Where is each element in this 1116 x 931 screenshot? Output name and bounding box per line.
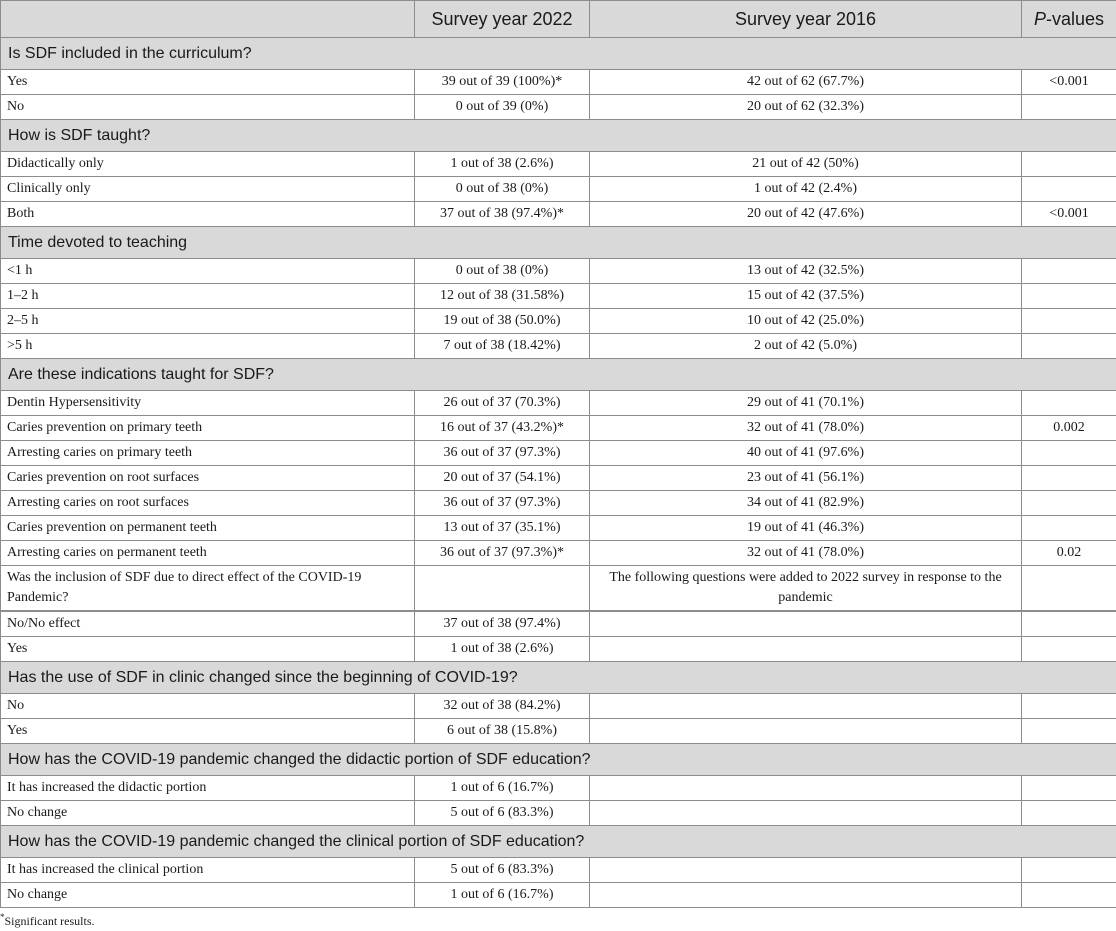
table-row [1, 391, 1116, 416]
row-label: Arresting caries on permanent teeth [1, 541, 415, 566]
row-label: Caries prevention on primary teeth [1, 416, 415, 441]
row-label: Clinically only [1, 177, 415, 202]
table-row [1, 441, 1116, 466]
cell-2022: 37 out of 38 (97.4%) [415, 611, 590, 637]
cell-p-value [1022, 441, 1116, 466]
section-title: Are these indications taught for SDF? [1, 359, 1116, 391]
cell-p-value [1022, 719, 1116, 744]
cell-2022 [415, 566, 590, 612]
cell-2022: 0 out of 38 (0%) [415, 177, 590, 202]
cell-2016 [590, 858, 1022, 883]
cell-2022: 16 out of 37 (43.2%)* [415, 416, 590, 441]
cell-p-value: <0.001 [1022, 202, 1116, 227]
cell-p-value [1022, 334, 1116, 359]
header-p-prefix: P [1033, 8, 1046, 29]
cell-2022: 0 out of 38 (0%) [415, 259, 590, 284]
cell-2022: 20 out of 37 (54.1%) [415, 466, 590, 491]
row-label: Arresting caries on root surfaces [1, 491, 415, 516]
cell-2016: 40 out of 41 (97.6%) [590, 441, 1022, 466]
table-row [1, 541, 1116, 566]
row-label: >5 h [1, 334, 415, 359]
cell-p-value [1022, 95, 1116, 120]
table-row [1, 611, 1116, 637]
section-row [1, 826, 1116, 858]
table-row [1, 202, 1116, 227]
cell-2016: 32 out of 41 (78.0%) [590, 416, 1022, 441]
cell-2016 [590, 801, 1022, 826]
cell-p-value [1022, 466, 1116, 491]
cell-p-value [1022, 152, 1116, 177]
cell-2016: 2 out of 42 (5.0%) [590, 334, 1022, 359]
row-label: Yes [1, 70, 415, 95]
table-row [1, 858, 1116, 883]
header-survey-2022: Survey year 2022 [415, 1, 590, 38]
header-row [1, 1, 1116, 38]
row-label: Caries prevention on permanent teeth [1, 516, 415, 541]
row-label: <1 h [1, 259, 415, 284]
cell-2016: 29 out of 41 (70.1%) [590, 391, 1022, 416]
footnote-mark: * [0, 912, 5, 922]
row-label: Caries prevention on root surfaces [1, 466, 415, 491]
table-row [1, 284, 1116, 309]
cell-2016: 42 out of 62 (67.7%) [590, 70, 1022, 95]
row-label: No change [1, 883, 415, 908]
cell-2022: 37 out of 38 (97.4%)* [415, 202, 590, 227]
section-row [1, 359, 1116, 391]
cell-2022: 0 out of 39 (0%) [415, 95, 590, 120]
cell-2016: 20 out of 42 (47.6%) [590, 202, 1022, 227]
cell-2022: 1 out of 38 (2.6%) [415, 637, 590, 662]
row-label: Arresting caries on primary teeth [1, 441, 415, 466]
cell-2022: 7 out of 38 (18.42%) [415, 334, 590, 359]
cell-2022: 1 out of 6 (16.7%) [415, 776, 590, 801]
table-row [1, 70, 1116, 95]
row-label: 1–2 h [1, 284, 415, 309]
table-body [1, 38, 1116, 908]
row-label: No [1, 95, 415, 120]
table-row [1, 152, 1116, 177]
cell-2022: 5 out of 6 (83.3%) [415, 801, 590, 826]
row-label: Didactically only [1, 152, 415, 177]
cell-p-value: <0.001 [1022, 70, 1116, 95]
cell-p-value [1022, 309, 1116, 334]
cell-2016: 23 out of 41 (56.1%) [590, 466, 1022, 491]
cell-2022: 32 out of 38 (84.2%) [415, 694, 590, 719]
cell-p-value: 0.002 [1022, 416, 1116, 441]
section-title: Is SDF included in the curriculum? [1, 38, 1116, 70]
section-row [1, 662, 1116, 694]
table-row [1, 776, 1116, 801]
cell-2016: 34 out of 41 (82.9%) [590, 491, 1022, 516]
cell-2022: 36 out of 37 (97.3%) [415, 491, 590, 516]
cell-2016: 10 out of 42 (25.0%) [590, 309, 1022, 334]
cell-p-value [1022, 491, 1116, 516]
cell-2016: 13 out of 42 (32.5%) [590, 259, 1022, 284]
section-row [1, 744, 1116, 776]
table-row [1, 637, 1116, 662]
table-row [1, 466, 1116, 491]
header-p-suffix: -values [1045, 8, 1105, 29]
cell-p-value [1022, 177, 1116, 202]
header-survey-2016: Survey year 2016 [590, 1, 1022, 38]
cell-2016: 1 out of 42 (2.4%) [590, 177, 1022, 202]
row-label: Both [1, 202, 415, 227]
cell-2016: The following questions were added to 2022 survey in response to the pandemic [590, 566, 1022, 612]
cell-2022: 5 out of 6 (83.3%) [415, 858, 590, 883]
cell-2022: 36 out of 37 (97.3%) [415, 441, 590, 466]
cell-p-value [1022, 858, 1116, 883]
table-row [1, 259, 1116, 284]
cell-p-value: 0.02 [1022, 541, 1116, 566]
cell-p-value [1022, 284, 1116, 309]
table-row [1, 177, 1116, 202]
section-title: How is SDF taught? [1, 120, 1116, 152]
section-row [1, 227, 1116, 259]
footnote-text: Significant results. [4, 914, 95, 928]
row-label: Yes [1, 719, 415, 744]
table-row [1, 95, 1116, 120]
table-row [1, 516, 1116, 541]
cell-2016: 32 out of 41 (78.0%) [590, 541, 1022, 566]
table-row [1, 694, 1116, 719]
row-label: 2–5 h [1, 309, 415, 334]
row-label: It has increased the didactic portion [1, 776, 415, 801]
cell-p-value [1022, 801, 1116, 826]
table-row [1, 883, 1116, 908]
cell-2016 [590, 883, 1022, 908]
cell-p-value [1022, 883, 1116, 908]
table-row [1, 309, 1116, 334]
cell-2022: 39 out of 39 (100%)* [415, 70, 590, 95]
section-row [1, 120, 1116, 152]
cell-p-value [1022, 637, 1116, 662]
cell-p-value [1022, 391, 1116, 416]
section-title: How has the COVID-19 pandemic changed the clinical portion of SDF education? [1, 826, 1116, 858]
table-row [1, 566, 1116, 612]
cell-p-value [1022, 611, 1116, 637]
cell-2022: 26 out of 37 (70.3%) [415, 391, 590, 416]
row-label: No/No effect [1, 611, 415, 637]
cell-p-value [1022, 694, 1116, 719]
cell-2022: 19 out of 38 (50.0%) [415, 309, 590, 334]
cell-2016 [590, 637, 1022, 662]
cell-2016: 20 out of 62 (32.3%) [590, 95, 1022, 120]
cell-2016 [590, 694, 1022, 719]
cell-p-value [1022, 776, 1116, 801]
cell-2022: 36 out of 37 (97.3%)* [415, 541, 590, 566]
cell-p-value [1022, 566, 1116, 612]
section-title: Has the use of SDF in clinic changed since the beginning of COVID-19? [1, 662, 1116, 694]
cell-2016: 21 out of 42 (50%) [590, 152, 1022, 177]
row-label: No [1, 694, 415, 719]
cell-2022: 12 out of 38 (31.58%) [415, 284, 590, 309]
cell-2016: 15 out of 42 (37.5%) [590, 284, 1022, 309]
row-label: Was the inclusion of SDF due to direct effect of the COVID-19 Pandemic? [1, 566, 415, 612]
table-row [1, 334, 1116, 359]
table-row [1, 719, 1116, 744]
row-label: No change [1, 801, 415, 826]
header-p-values [1022, 1, 1116, 38]
header-blank [1, 1, 415, 38]
cell-2022: 1 out of 38 (2.6%) [415, 152, 590, 177]
table-row [1, 801, 1116, 826]
row-label: Yes [1, 637, 415, 662]
cell-2016 [590, 719, 1022, 744]
cell-2016 [590, 611, 1022, 637]
cell-2016: 19 out of 41 (46.3%) [590, 516, 1022, 541]
section-title: Time devoted to teaching [1, 227, 1116, 259]
row-label: It has increased the clinical portion [1, 858, 415, 883]
cell-2022: 13 out of 37 (35.1%) [415, 516, 590, 541]
cell-p-value [1022, 516, 1116, 541]
cell-2022: 1 out of 6 (16.7%) [415, 883, 590, 908]
footnote [0, 912, 95, 929]
cell-2022: 6 out of 38 (15.8%) [415, 719, 590, 744]
table-row [1, 416, 1116, 441]
cell-2016 [590, 776, 1022, 801]
row-label: Dentin Hypersensitivity [1, 391, 415, 416]
table-row [1, 491, 1116, 516]
section-title: How has the COVID-19 pandemic changed the didactic portion of SDF education? [1, 744, 1116, 776]
section-row [1, 38, 1116, 70]
cell-p-value [1022, 259, 1116, 284]
